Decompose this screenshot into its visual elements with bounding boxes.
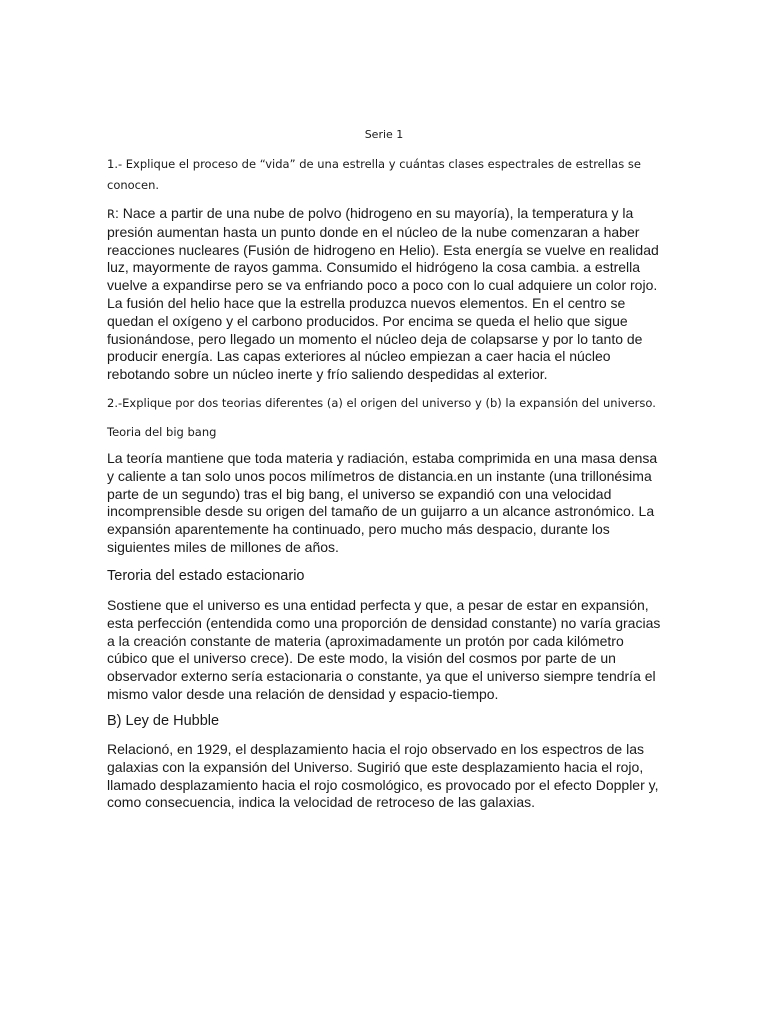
answer-1 <box>107 205 667 384</box>
question-2: 2.-Explique por dos teorias diferentes (a) el origen del universo y (b) la expansión del universo. <box>107 396 656 410</box>
hubble-heading: B) Ley de Hubble <box>107 713 220 729</box>
answer-label: R <box>107 207 115 221</box>
big-bang-heading: Teoria del big bang <box>107 425 217 439</box>
document-title: Serie 1 <box>364 128 404 141</box>
hubble-paragraph: Relacionó, en 1929, el desplazamiento hacia el rojo observado en los espectros de las galaxias con la expansión del Universo. Sugirió que este desplazamiento hacia el rojo, llamado desplazamiento hacia el rojo cosmológico, es provocado por el efecto Doppler y, como consecuencia, indica la velocidad de retroceso de las galaxias. <box>107 741 659 811</box>
question-1: 1.- Explique el proceso de “vida” de una estrella y cuántas clases espectrales de estrellas se conocen. <box>107 157 641 192</box>
steady-state-heading: Teroria del estado estacionario <box>107 568 305 584</box>
big-bang-paragraph: La teoría mantiene que toda materia y radiación, estaba comprimida en una masa densa y caliente a tan solo unos pocos milímetros de distancia.en un instante (una trillonésima parte de un segundo) tras el big bang, el universo se expandió con una velocidad incomprensible desde su origen del tamaño de un guijarro a un alcance astronómico. La expansión aparentemente ha continuado, pero mucho más despacio, durante los siguientes miles de millones de años. <box>107 450 658 555</box>
answer-1-text: : Nace a partir de una nube de polvo (hidrogeno en su mayoría), la temperatura y la presión aumentan hasta un punto donde en el núcleo de la nube comenzaran a haber reacciones nucleares (Fusión de hidrogeno en Helio). Esta energía se vuelve en realidad luz, mayormente de rayos gamma. Consumido el hidrógeno la cosa cambia. a estrella vuelve a expandirse pero se va enfriando poco a poco con lo cual adquiere un color rojo. La fusión del helio hace que la estrella produzca nuevos elementos. En el centro se quedan el oxígeno y el carbono producidos. Por encima se queda el helio que sigue fusionándose, pero llegado un momento el núcleo deja de colapsarse y por lo tanto de producir energía. Las capas exteriores al núcleo empiezan a caer hacia el núcleo rebotando sobre un núcleo inerte y frío saliendo despedidas al exterior. <box>107 205 659 383</box>
steady-state-paragraph: Sostiene que el universo es una entidad perfecta y que, a pesar de estar en expansión, esta perfección (entendida como una proporción de densidad constante) no varía gracias a la creación constante de materia (aproximadamente un protón por cada kilómetro cúbico que el universo crece). De este modo, la visión del cosmos por parte de un observador externo sería estacionaria o constante, ya que el universo siempre tendría el mismo valor desde una relación de densidad y espacio-tiempo. <box>107 597 661 702</box>
